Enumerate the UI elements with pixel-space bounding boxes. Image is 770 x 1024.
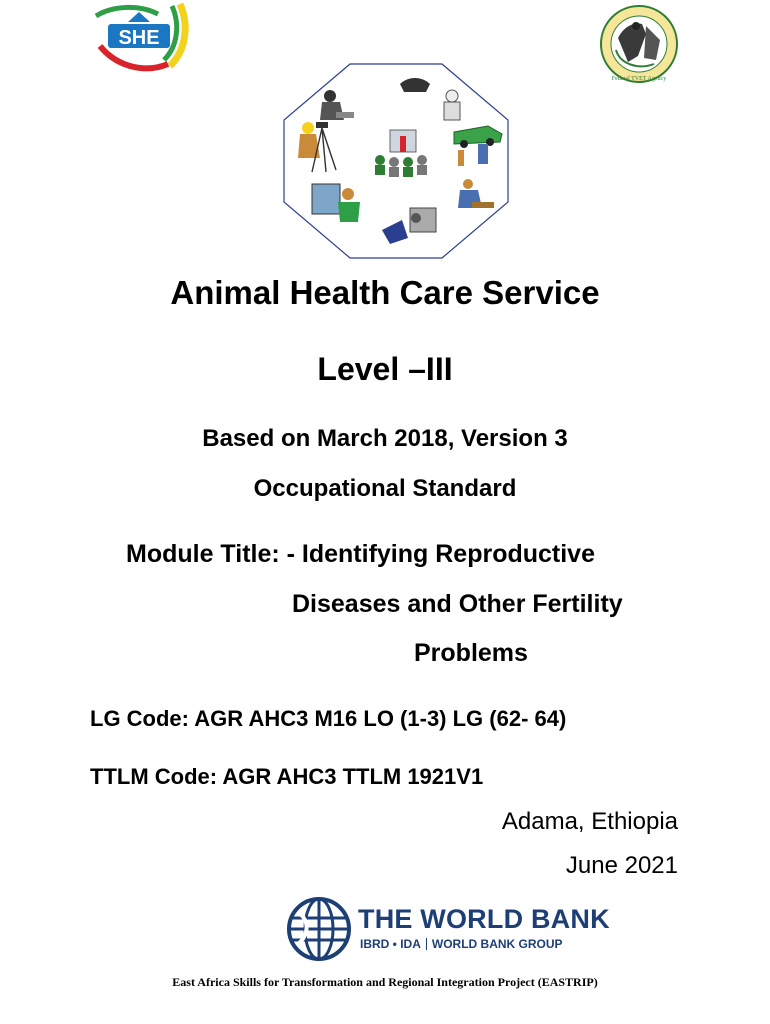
world-bank-wordmark: THE WORLD BANK [358,904,610,934]
lg-code: LG Code: AGR AHC3 M16 LO (1-3) LG (62- 64) [90,706,567,731]
project-footer: East Africa Skills for Transformation and Regional Integration Project (EASTRIP) [172,975,598,989]
module-title-line-1: Module Title: - Identifying Reproductive [126,540,595,568]
publication-place: Adama, Ethiopia [501,808,678,835]
level-heading: Level –III [317,351,453,387]
world-bank-ibrd-ida: IBRD • IDA [360,937,421,951]
ttlm-code: TTLM Code: AGR AHC3 TTLM 1921V1 [90,764,484,789]
subtitle-divider [426,938,427,950]
module-title-line-2: Diseases and Other Fertility [292,590,623,618]
she-logo [92,2,192,76]
federal-tvet-agency-seal [598,4,680,84]
world-bank-group: WORLD BANK GROUP [431,937,563,951]
svg-text:Federal TVET Agency: Federal TVET Agency [611,76,667,82]
standard-basis-line: Based on March 2018, Version 3 [202,425,568,452]
module-title-line-3: Problems [414,639,528,667]
she-logo-text: SHE [118,27,160,49]
world-bank-subtitle [360,937,563,951]
publication-date: June 2021 [565,852,678,879]
occupations-octagon-illustration [282,62,510,260]
occupational-standard-line: Occupational Standard [253,475,517,502]
world-bank-globe-logo [286,896,352,962]
document-title: Animal Health Care Service [170,274,600,311]
